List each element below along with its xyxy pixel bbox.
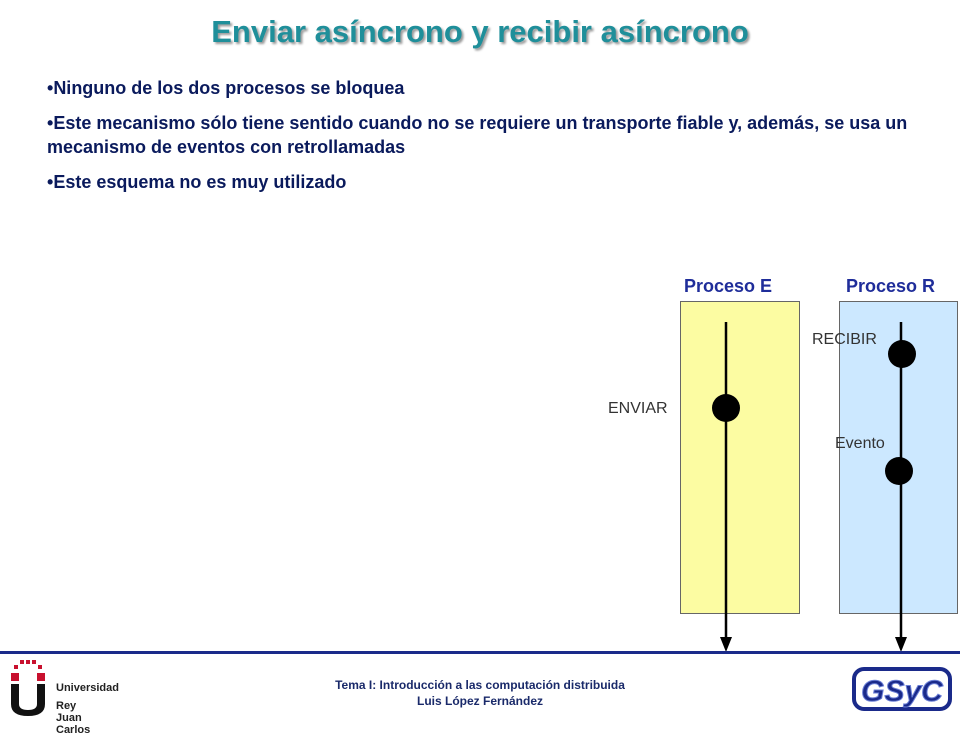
receive-event-dot bbox=[888, 340, 916, 368]
urjc-logo bbox=[8, 660, 119, 736]
footer-course-title: Tema I: Introducción a las computación distribuida bbox=[335, 678, 625, 692]
slide-title: Enviar asíncrono y recibir asíncrono bbox=[211, 14, 749, 49]
gsyc-logo-text: GSyC bbox=[861, 675, 943, 708]
gsyc-logo-icon bbox=[852, 665, 952, 713]
gsyc-logo bbox=[852, 665, 952, 718]
university-name-line1: Universidad bbox=[56, 682, 119, 694]
send-label: ENVIAR bbox=[608, 400, 668, 417]
footer-divider bbox=[0, 651, 960, 654]
bullet-item: • Este mecanismo sólo tiene sentido cuando no se requiere un transporte fiable y, además, se usa un mecanismo de eventos con retrollamadas bbox=[47, 111, 927, 159]
bullet-item: • Este esquema no es muy utilizado bbox=[47, 170, 927, 194]
process-e-label: Proceso E bbox=[684, 276, 773, 296]
university-name-line2: Rey Juan Carlos bbox=[56, 700, 91, 736]
send-event-dot bbox=[712, 394, 740, 422]
process-r-label: Proceso R bbox=[846, 276, 936, 296]
footer-author: Luis López Fernández bbox=[416, 694, 543, 708]
footer-text bbox=[250, 677, 710, 709]
process-r-arrowhead bbox=[895, 637, 907, 652]
process-e-arrowhead bbox=[720, 637, 732, 652]
bullet-item: • Ninguno de los dos procesos se bloquea bbox=[47, 76, 927, 100]
event-label: Evento bbox=[835, 435, 885, 452]
urjc-emblem-icon bbox=[8, 660, 48, 716]
callback-event-dot bbox=[885, 457, 913, 485]
receive-label: RECIBIR bbox=[812, 331, 877, 348]
